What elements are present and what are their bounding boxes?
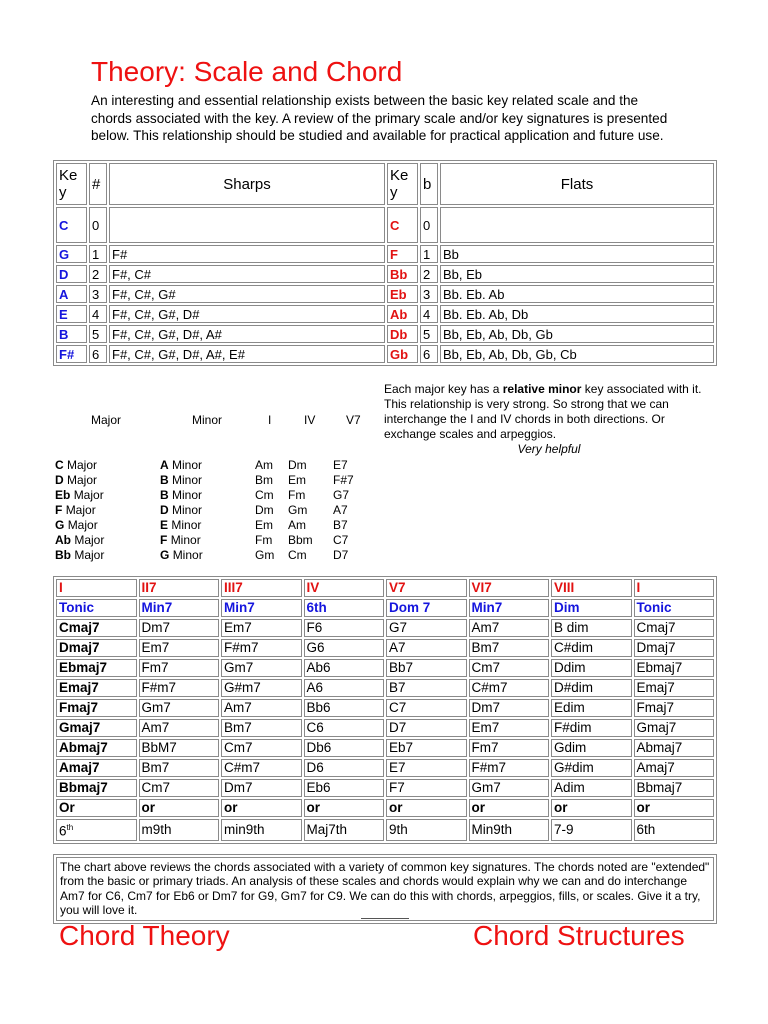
sharp-count-cell: 5 <box>89 325 107 343</box>
sharps-header: Sharps <box>109 163 385 205</box>
flat-key-cell: Gb <box>387 345 418 363</box>
key-row <box>56 207 714 243</box>
chord-cell: B dim <box>551 619 632 637</box>
chord-cell: G#m7 <box>221 679 302 697</box>
sharp-key-cell: G <box>56 245 87 263</box>
chord-cell: Ebmaj7 <box>634 659 715 677</box>
i-chord: Am <box>255 458 273 472</box>
v7-column-header: V7 <box>346 413 361 427</box>
or-cell: or <box>551 799 632 817</box>
function-cell: Min7 <box>139 599 220 617</box>
sharps-cell: F#, C#, G#, D#, A# <box>109 325 385 343</box>
chord-cell: E7 <box>386 759 467 777</box>
chord-cell: F6 <box>304 619 385 637</box>
chord-cell: Bbmaj7 <box>634 779 715 797</box>
sharp-key-header: Key <box>56 163 87 205</box>
chord-cell: Am7 <box>469 619 550 637</box>
sharp-count-cell: 0 <box>89 207 107 243</box>
chord-cell: C#m7 <box>221 759 302 777</box>
chord-cell: Db6 <box>304 739 385 757</box>
iv-chord: Em <box>288 473 306 487</box>
function-cell: Dim <box>551 599 632 617</box>
chord-cell: Fm7 <box>469 739 550 757</box>
chord-cell: Gmaj7 <box>56 719 137 737</box>
chord-row <box>56 719 714 737</box>
i-column-header: I <box>268 413 272 427</box>
chord-cell: Fmaj7 <box>56 699 137 717</box>
chord-cell: Fmaj7 <box>634 699 715 717</box>
chord-cell: Amaj7 <box>56 759 137 777</box>
key-row <box>56 325 714 343</box>
major-word: Major <box>65 503 96 517</box>
chord-cell: C6 <box>304 719 385 737</box>
major-key: C <box>55 458 64 472</box>
or-cell: Or <box>56 799 137 817</box>
chord-cell: Ab6 <box>304 659 385 677</box>
major-key: D <box>55 473 64 487</box>
footer-note-text: The chart above reviews the chords associated with a variety of common key signatures. The chords noted are "extended" from the basic or primary triads. An analysis of these scales and chords would explain why we can and do interchange Am7 for C6, Cm7 for Eb6 or Dm7 for G9, Gm7 for C9. We can do this with chords, arpeggios, fills, or scales. Give it a try, you will love it. <box>56 857 714 921</box>
sharp-key-cell: F# <box>56 345 87 363</box>
chord-cell: Emaj7 <box>634 679 715 697</box>
function-cell: Min7 <box>469 599 550 617</box>
major-minor-row <box>0 473 768 488</box>
sharp-count-cell: 4 <box>89 305 107 323</box>
extended-cell: Maj7th <box>304 819 385 841</box>
degree-cell: V7 <box>386 579 467 597</box>
i-chord: Dm <box>255 503 274 517</box>
key-row <box>56 245 714 263</box>
minor-word: Minor <box>172 503 203 517</box>
sharp-count-cell: 1 <box>89 245 107 263</box>
flat-key-cell: C <box>387 207 418 243</box>
chord-cell: Dmaj7 <box>56 639 137 657</box>
or-cell: or <box>469 799 550 817</box>
sharp-count-cell: 6 <box>89 345 107 363</box>
or-cell: or <box>386 799 467 817</box>
chord-cell: Abmaj7 <box>56 739 137 757</box>
extended-superscript: th <box>66 823 74 832</box>
extended-cell: m9th <box>139 819 220 841</box>
sharp-key-cell: A <box>56 285 87 303</box>
chord-cell: A6 <box>304 679 385 697</box>
flat-count-cell: 2 <box>420 265 438 283</box>
function-cell: Tonic <box>634 599 715 617</box>
minor-word: Minor <box>172 458 203 472</box>
chord-cell: Bbmaj7 <box>56 779 137 797</box>
relative-minor-bold: relative minor <box>502 382 582 396</box>
key-row <box>56 345 714 363</box>
minor-word: Minor <box>171 518 202 532</box>
extended-cell: 7-9 <box>551 819 632 841</box>
minor-word: Minor <box>170 533 201 547</box>
chord-cell: B7 <box>386 679 467 697</box>
degree-row <box>56 579 714 597</box>
relative-minor-text-2: key associated with it. This relationship is very strong. So strong that we can interchange the I and IV chords in both directions. Or exchange scales and arpeggios. <box>384 382 702 441</box>
flat-key-cell: Ab <box>387 305 418 323</box>
function-cell: Dom 7 <box>386 599 467 617</box>
or-row <box>56 799 714 817</box>
chord-cell: Eb7 <box>386 739 467 757</box>
sharps-cell: F#, C#, G#, D# <box>109 305 385 323</box>
degree-cell: IV <box>304 579 385 597</box>
function-row <box>56 599 714 617</box>
degree-cell: I <box>634 579 715 597</box>
iv-chord: Gm <box>288 503 308 517</box>
flat-key-cell: Db <box>387 325 418 343</box>
chord-cell: Em7 <box>139 639 220 657</box>
flat-key-cell: Eb <box>387 285 418 303</box>
degree-cell: VI7 <box>469 579 550 597</box>
chord-cell: Dm7 <box>139 619 220 637</box>
major-minor-row <box>0 533 768 548</box>
chord-cell: Cmaj7 <box>56 619 137 637</box>
minor-word: Minor <box>172 473 203 487</box>
chord-cell: Bm7 <box>469 639 550 657</box>
chord-cell: Ebmaj7 <box>56 659 137 677</box>
footer-note-box <box>53 854 717 924</box>
flat-count-cell: 1 <box>420 245 438 263</box>
chord-cell: Amaj7 <box>634 759 715 777</box>
relative-minor-text-1: Each major key has a <box>384 382 503 396</box>
chord-cell: Cm7 <box>469 659 550 677</box>
key-table-header-row <box>56 163 714 205</box>
chord-cell: Cm7 <box>139 779 220 797</box>
minor-word: Minor <box>172 548 203 562</box>
v7-chord: B7 <box>333 518 348 532</box>
minor-key: B <box>160 473 169 487</box>
degree-cell: I <box>56 579 137 597</box>
chord-row <box>56 639 714 657</box>
chord-cell: F#m7 <box>469 759 550 777</box>
chord-row <box>56 619 714 637</box>
or-cell: or <box>634 799 715 817</box>
chord-theory-link[interactable]: Chord Theory <box>59 920 230 951</box>
v7-chord: G7 <box>333 488 350 502</box>
major-minor-row <box>0 548 768 563</box>
chord-cell: Bb7 <box>386 659 467 677</box>
flat-key-cell: Bb <box>387 265 418 283</box>
chord-cell: G#dim <box>551 759 632 777</box>
v7-chord: E7 <box>333 458 348 472</box>
chord-cell: Ddim <box>551 659 632 677</box>
or-cell: or <box>304 799 385 817</box>
flats-cell: Bb. Eb. Ab, Db <box>440 305 714 323</box>
key-row <box>56 285 714 303</box>
chord-cell: D7 <box>386 719 467 737</box>
chord-structures-link[interactable]: Chord Structures <box>473 920 685 951</box>
sharp-count-header: # <box>89 163 107 205</box>
major-word: Major <box>73 488 104 502</box>
major-minor-row <box>0 518 768 533</box>
chord-cell: Fm7 <box>139 659 220 677</box>
chord-cell: A7 <box>386 639 467 657</box>
major-word: Major <box>67 518 98 532</box>
major-key: F <box>55 503 63 517</box>
major-key: G <box>55 518 65 532</box>
sharps-cell: F#, C#, G# <box>109 285 385 303</box>
i-chord: Gm <box>255 548 275 562</box>
flats-cell: Bb <box>440 245 714 263</box>
extended-cell: min9th <box>221 819 302 841</box>
minor-key: A <box>160 458 169 472</box>
chord-cell: Am7 <box>139 719 220 737</box>
flat-key-cell: F <box>387 245 418 263</box>
chord-cell: Am7 <box>221 699 302 717</box>
chord-cell: F#m7 <box>221 639 302 657</box>
chord-row <box>56 699 714 717</box>
flats-header: Flats <box>440 163 714 205</box>
degree-cell: III7 <box>221 579 302 597</box>
chord-cell: C#m7 <box>469 679 550 697</box>
minor-column-header: Minor <box>192 413 223 427</box>
chord-cell: G7 <box>386 619 467 637</box>
major-key: Eb <box>55 488 71 502</box>
major-word: Major <box>74 533 105 547</box>
major-word: Major <box>67 458 98 472</box>
chord-cell: D#dim <box>551 679 632 697</box>
extended-base: 6 <box>59 823 67 839</box>
minor-key: F <box>160 533 168 547</box>
flats-cell: Bb, Eb, Ab, Db, Gb <box>440 325 714 343</box>
minor-key: G <box>160 548 170 562</box>
chord-cell: Gdim <box>551 739 632 757</box>
chord-row <box>56 659 714 677</box>
chord-row <box>56 739 714 757</box>
chord-cell: F#m7 <box>139 679 220 697</box>
function-cell: 6th <box>304 599 385 617</box>
chord-cell: Dm7 <box>221 779 302 797</box>
flats-cell: Bb, Eb <box>440 265 714 283</box>
sharp-count-cell: 3 <box>89 285 107 303</box>
flat-key-header: Key <box>387 163 418 205</box>
chord-cell: Em7 <box>469 719 550 737</box>
v7-chord: D7 <box>333 548 349 562</box>
sharp-count-cell: 2 <box>89 265 107 283</box>
chord-row <box>56 679 714 697</box>
v7-chord: C7 <box>333 533 349 547</box>
major-minor-row <box>0 503 768 518</box>
v7-chord: A7 <box>333 503 348 517</box>
sharp-key-cell: B <box>56 325 87 343</box>
major-key: Ab <box>55 533 71 547</box>
chord-cell: Cmaj7 <box>634 619 715 637</box>
extended-cell: 9th <box>386 819 467 841</box>
chord-cell: Em7 <box>221 619 302 637</box>
very-helpful-note: Very helpful <box>517 442 581 456</box>
extended-cell: Min9th <box>469 819 550 841</box>
chord-cell: C7 <box>386 699 467 717</box>
flat-count-cell: 0 <box>420 207 438 243</box>
extended-cell: 6th <box>634 819 715 841</box>
chord-cell: Dm7 <box>469 699 550 717</box>
major-word: Major <box>74 548 105 562</box>
i-chord: Bm <box>255 473 273 487</box>
iv-chord: Fm <box>288 488 306 502</box>
chord-cell: Bb6 <box>304 699 385 717</box>
chord-cell: F7 <box>386 779 467 797</box>
intro-paragraph: An interesting and essential relationship exists between the basic key related scale and the chords associated with the key. A review of the primary scale and/or key signatures is presented below. This relationship should be studied and available for practical application and future use. <box>91 93 668 144</box>
minor-key: B <box>160 488 169 502</box>
chord-progression-table <box>53 576 717 844</box>
function-cell: Min7 <box>221 599 302 617</box>
flats-cell: Bb, Eb, Ab, Db, Gb, Cb <box>440 345 714 363</box>
i-chord: Cm <box>255 488 274 502</box>
or-cell: or <box>221 799 302 817</box>
sharp-key-cell: C <box>56 207 87 243</box>
chord-cell: D6 <box>304 759 385 777</box>
flat-count-cell: 4 <box>420 305 438 323</box>
extended-cell <box>56 819 137 841</box>
major-column-header: Major <box>91 413 122 427</box>
minor-key: E <box>160 518 169 532</box>
chord-cell: G6 <box>304 639 385 657</box>
chord-row <box>56 759 714 777</box>
iv-column-header: IV <box>304 413 316 427</box>
major-key: Bb <box>55 548 71 562</box>
i-chord: Fm <box>255 533 273 547</box>
flat-count-header: b <box>420 163 438 205</box>
minor-word: Minor <box>172 488 203 502</box>
divider-line <box>361 918 409 919</box>
major-minor-row <box>0 488 768 503</box>
key-row <box>56 265 714 283</box>
i-chord: Em <box>255 518 273 532</box>
chord-cell: Eb6 <box>304 779 385 797</box>
iv-chord: Cm <box>288 548 307 562</box>
chord-cell: F#dim <box>551 719 632 737</box>
v7-chord: F#7 <box>333 473 354 487</box>
flat-count-cell: 3 <box>420 285 438 303</box>
chord-cell: Emaj7 <box>56 679 137 697</box>
chord-cell: Bm7 <box>221 719 302 737</box>
sharps-cell <box>109 207 385 243</box>
chord-cell: Adim <box>551 779 632 797</box>
major-word: Major <box>67 473 98 487</box>
flats-cell <box>440 207 714 243</box>
chord-row <box>56 779 714 797</box>
page-title: Theory: Scale and Chord <box>91 56 403 87</box>
function-cell: Tonic <box>56 599 137 617</box>
sharps-cell: F#, C# <box>109 265 385 283</box>
chord-cell: Cm7 <box>221 739 302 757</box>
major-minor-row <box>0 458 768 473</box>
iv-chord: Dm <box>288 458 307 472</box>
flats-cell: Bb. Eb. Ab <box>440 285 714 303</box>
degree-cell: II7 <box>139 579 220 597</box>
extended-row <box>56 819 714 841</box>
flat-count-cell: 6 <box>420 345 438 363</box>
iv-chord: Am <box>288 518 306 532</box>
chord-cell: BbM7 <box>139 739 220 757</box>
chord-cell: Dmaj7 <box>634 639 715 657</box>
chord-cell: Gm7 <box>469 779 550 797</box>
degree-cell: VIII <box>551 579 632 597</box>
or-cell: or <box>139 799 220 817</box>
sharp-key-cell: D <box>56 265 87 283</box>
key-signature-table <box>53 160 717 366</box>
minor-key: D <box>160 503 169 517</box>
chord-cell: Bm7 <box>139 759 220 777</box>
chord-cell: Gmaj7 <box>634 719 715 737</box>
chord-cell: Edim <box>551 699 632 717</box>
key-row <box>56 305 714 323</box>
sharp-key-cell: E <box>56 305 87 323</box>
chord-cell: Abmaj7 <box>634 739 715 757</box>
iv-chord: Bbm <box>288 533 313 547</box>
sharps-cell: F# <box>109 245 385 263</box>
chord-cell: Gm7 <box>139 699 220 717</box>
sharps-cell: F#, C#, G#, D#, A#, E# <box>109 345 385 363</box>
chord-cell: C#dim <box>551 639 632 657</box>
flat-count-cell: 5 <box>420 325 438 343</box>
relative-minor-note <box>384 382 714 457</box>
chord-cell: Gm7 <box>221 659 302 677</box>
